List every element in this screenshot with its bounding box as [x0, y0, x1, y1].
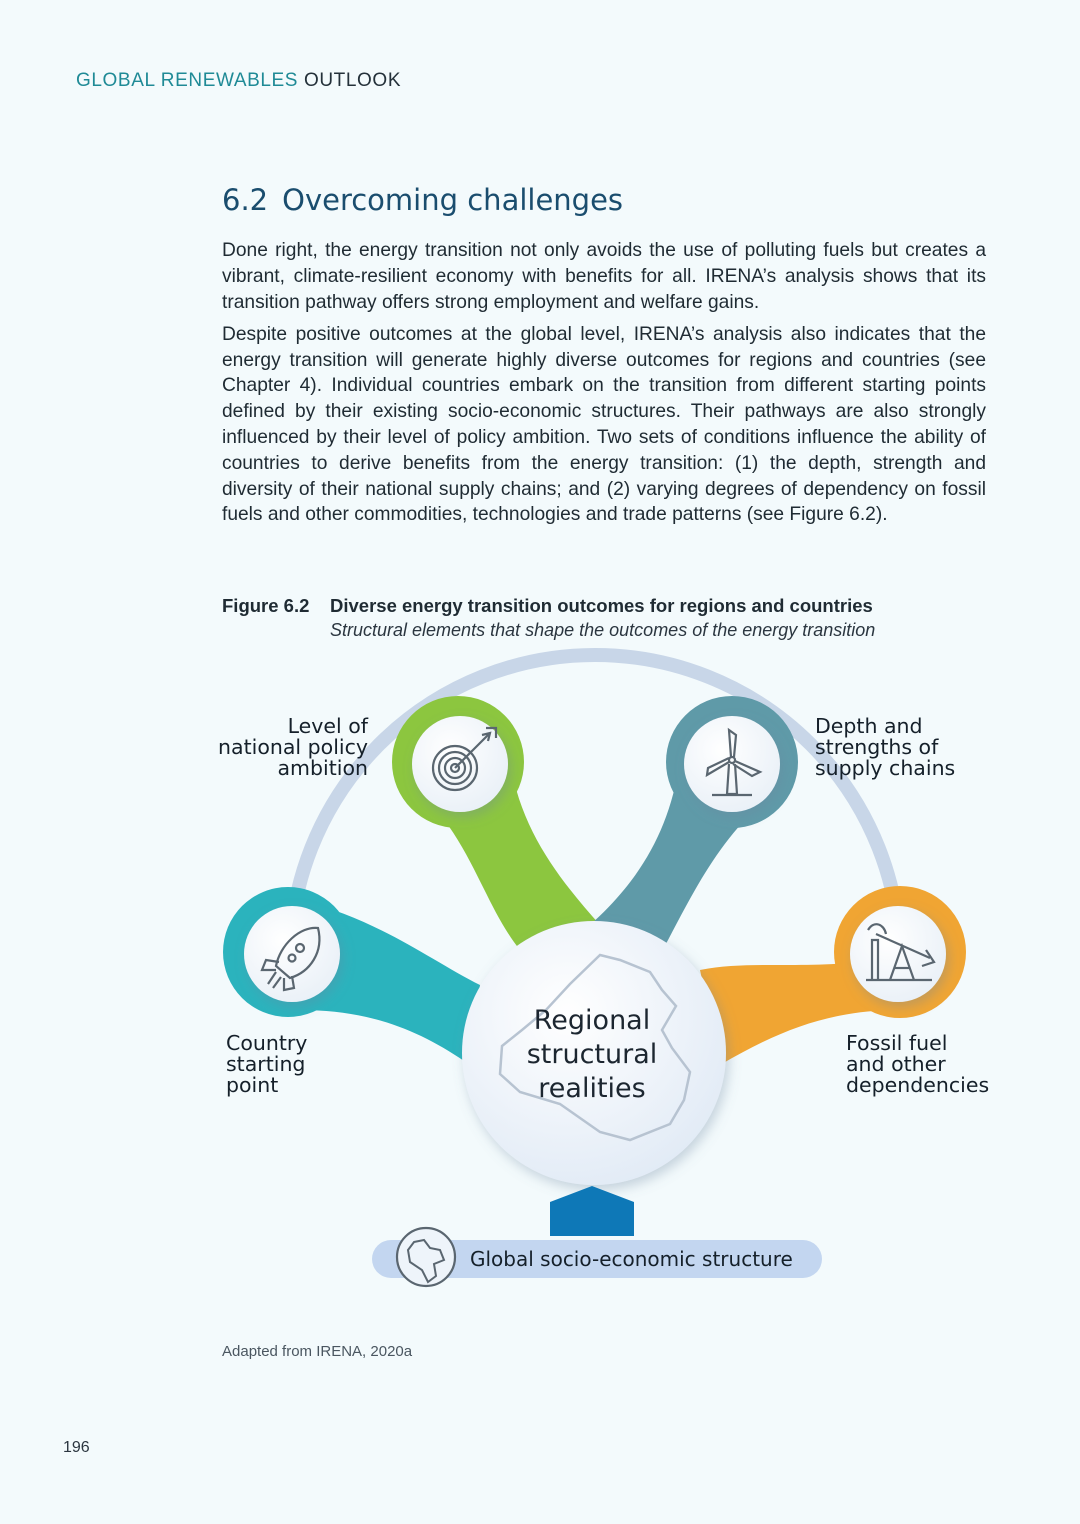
- section-number: 6.2: [222, 183, 269, 217]
- label-start-line-1: Country: [226, 1031, 308, 1055]
- center-label: [490, 1004, 694, 1106]
- center-pedestal: [550, 1186, 634, 1236]
- section-heading: Overcoming challenges: [282, 183, 624, 217]
- paragraph-1: Done right, the energy transition not only avoids the use of polluting fuels but creates a vibrant, climate-resilient economy with benefits for all. IRENA’s analysis shows that its transition pathway offers strong employment and welfare gains.: [222, 240, 986, 313]
- label-supply-line-3: supply chains: [815, 756, 956, 780]
- label-fossil-line-2: and other: [846, 1052, 946, 1076]
- figure-source: Adapted from IRENA, 2020a: [222, 1343, 413, 1360]
- label-policy-line-1: Level of: [287, 714, 368, 738]
- label-fossil-line-3: dependencies: [846, 1073, 990, 1097]
- node-inner-fossil: [850, 906, 946, 1002]
- center-label-line-2: structural: [526, 1039, 658, 1070]
- label-policy: [205, 716, 368, 779]
- center-label-line-3: realities: [538, 1073, 646, 1104]
- running-head-series: GLOBAL RENEWABLES: [76, 70, 299, 91]
- label-policy-line-3: ambition: [277, 756, 368, 780]
- figure-subtitle: Structural elements that shape the outcomes of the energy transition: [330, 620, 876, 640]
- label-start: [226, 1033, 366, 1096]
- figure-number: Figure 6.2: [222, 595, 310, 616]
- figure-title: Diverse energy transition outcomes for regions and countries: [330, 595, 873, 616]
- background-arc: [290, 655, 900, 960]
- page-number: 196: [63, 1439, 90, 1456]
- center-label-line-1: Regional: [533, 1005, 651, 1036]
- base-bar-label: Global socio-economic structure: [470, 1247, 793, 1271]
- label-policy-line-2: national policy: [218, 735, 368, 759]
- running-head-title: OUTLOOK: [303, 70, 402, 91]
- paragraph-2: Despite positive outcomes at the global level, IRENA’s analysis also indicates that the energy transition will generate highly diverse outcomes for regions and countries (see Chapter 4). Individual countries embark on the transition from different starting points defined by their existing socio-economic structures. Their pathways are also strongly influenced by their level of policy ambition. Two sets of conditions influence the ability of countries to derive benefits from the energy transition: (1) the depth, strength and diversity of their national supply chains; and (2) varying degrees of dependency on fossil fuels and other commodities, technologies and trade patterns (see Figure 6.2).: [222, 323, 986, 526]
- label-fossil: [846, 1033, 1026, 1096]
- label-supply-line-2: strengths of: [815, 735, 939, 759]
- label-supply-line-1: Depth and: [815, 714, 923, 738]
- label-supply: [815, 716, 995, 779]
- label-start-line-2: starting: [226, 1052, 306, 1076]
- label-start-line-3: point: [226, 1073, 279, 1097]
- label-fossil-line-1: Fossil fuel: [846, 1031, 948, 1055]
- globe-icon: [397, 1228, 455, 1286]
